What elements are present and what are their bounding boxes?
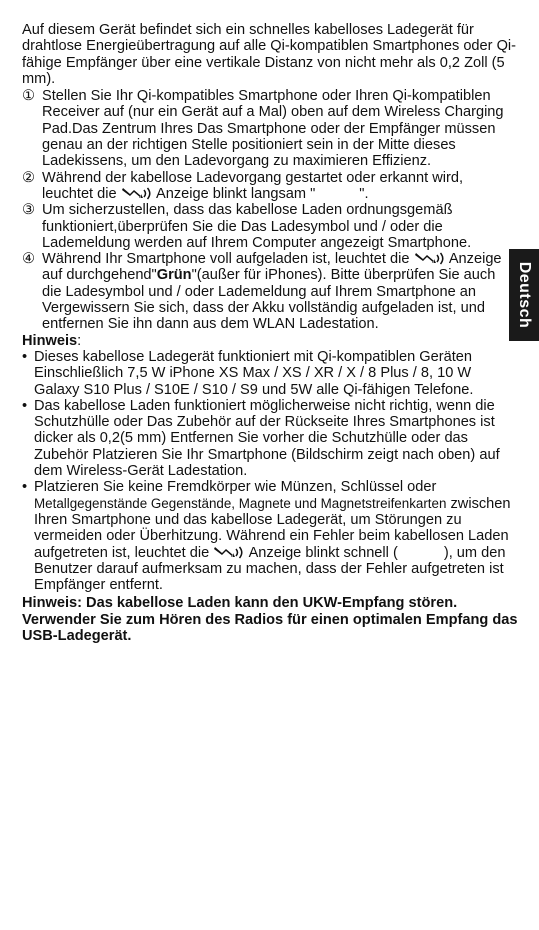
manual-page xyxy=(22,22,518,659)
step-text: ". xyxy=(359,185,369,202)
note-text: Anzeige blinkt schnell ( xyxy=(248,544,398,561)
hinweis-colon: : xyxy=(77,332,82,349)
step-text: Während Ihr Smartphone voll aufgeladen ist, leuchtet die xyxy=(42,251,410,268)
step-text: Anzeige auf durchgehend" xyxy=(42,251,502,284)
step-number: ④ xyxy=(22,251,36,268)
wireless-charging-icon xyxy=(213,546,245,559)
step-2 xyxy=(22,170,518,203)
step-text: Während der kabellose Ladevorgang gestartet oder erkannt wird, leuchtet die xyxy=(42,169,464,202)
notes-list xyxy=(22,349,518,593)
bullet: • xyxy=(22,479,28,496)
step-1 xyxy=(22,88,518,169)
final-note: Hinweis: Das kabellose Laden kann den UKW-Empfang stören. Verwender Sie zum Hören des Radios für einen optimalen Empfang das USB-Ladegerät. xyxy=(22,595,518,644)
intro-paragraph: Auf diesem Gerät befindet sich ein schnelles kabelloses Ladegerät für drahtlose Energieübertragung auf alle Qi-kompatiblen Smartphones oder Qi-fähige Empfänger über eine vertikale Distanz von nicht mehr als 0,2 Zoll (5 mm). xyxy=(22,22,517,87)
step-text: Um sicherzustellen, dass das kabellose Laden ordnungsgemäß funktioniert,überprüfen Sie die Das Ladesymbol und / oder die Lademeldung werden auf Ihrem Computer angezeigt Smartphone. xyxy=(42,202,472,251)
note-text: Platzieren Sie keine Fremdkörper wie Münzen, Schlüssel oder xyxy=(34,479,437,496)
steps-list xyxy=(22,88,518,332)
bullet: • xyxy=(22,348,28,365)
language-tab-label: Deutsch xyxy=(516,261,533,329)
note-text: Das kabellose Laden funktioniert möglicherweise nicht richtig, wenn die Schutzhülle oder Das Zubehör auf der Rückseite Ihres Smartphones ist dicker als 0,2(5 mm) Entfernen Sie vorher die Schutzhülle oder das Zubehör Platzieren Sie Ihr Smartphone (Bildschirm zeigt nach oben) auf dem Wireless-Gerät Ladestation. xyxy=(34,397,500,480)
note-3 xyxy=(22,479,518,593)
step-number: ② xyxy=(22,169,36,186)
step-4 xyxy=(22,251,518,332)
bullet: • xyxy=(22,397,28,414)
note-text: Dieses kabellose Ladegerät funktioniert mit Qi-kompatiblen Geräten Einschließlich 7,5 W iPhone XS Max / XS / XR / X / 8 Plus / 8, 10 W Galaxy S10 Plus / S10E / S10 / S9 und 5W alle Qi-fähigen Telefone. xyxy=(34,348,474,398)
note-text: Metallgegenstände Gegenstände, Magnete und Magnetstreifenkarten xyxy=(34,495,447,511)
note-2 xyxy=(22,398,518,479)
step-text: "(außer für iPhones). Bitte überprüfen Sie auch die Ladesymbol und / oder Lademeldung auf Ihrem Smartphone an Vergewissern Sie sich, dass der Akku vollständig aufgeladen ist, und entfernen Sie ihn dann aus dem WLAN Ladestation. xyxy=(42,267,496,333)
wireless-charging-icon xyxy=(121,187,153,200)
note-text: ), um den Benutzer darauf aufmerksam zu machen, dass der Fehler aufgetreten ist Empfänger entfernt. xyxy=(34,544,506,594)
step-3 xyxy=(22,202,518,251)
note-1 xyxy=(22,349,518,398)
status-green-text: Grün xyxy=(156,267,192,284)
language-tab xyxy=(509,249,539,341)
step-number: ③ xyxy=(22,202,36,219)
step-text: Anzeige blinkt langsam " xyxy=(155,185,316,202)
step-text: Stellen Sie Ihr Qi-kompatibles Smartphone oder Ihren Qi-kompatiblen Receiver auf (nur ein Gerät auf a Mal) oben auf dem Wireless Charging Pad.Das Zentrum Ihres Das Smartphone oder der Empfänger müssen genau an der richtigen Stelle positioniert sein in der Mitte dieses Ladekissens, um den Ladevorgang zu maximieren Effizienz. xyxy=(42,88,504,170)
hinweis-heading xyxy=(22,333,518,349)
wireless-charging-icon xyxy=(414,252,446,265)
step-number: ① xyxy=(22,88,36,105)
hinweis-label: Hinweis xyxy=(22,332,78,349)
note-text: zwischen Ihren Smartphone und das kabellose Ladegerät, um Störungen zu vermeiden oder Überhitzung. Während ein Fehler beim kabellosen Laden aufgetreten ist, leuchtet die xyxy=(34,495,511,561)
